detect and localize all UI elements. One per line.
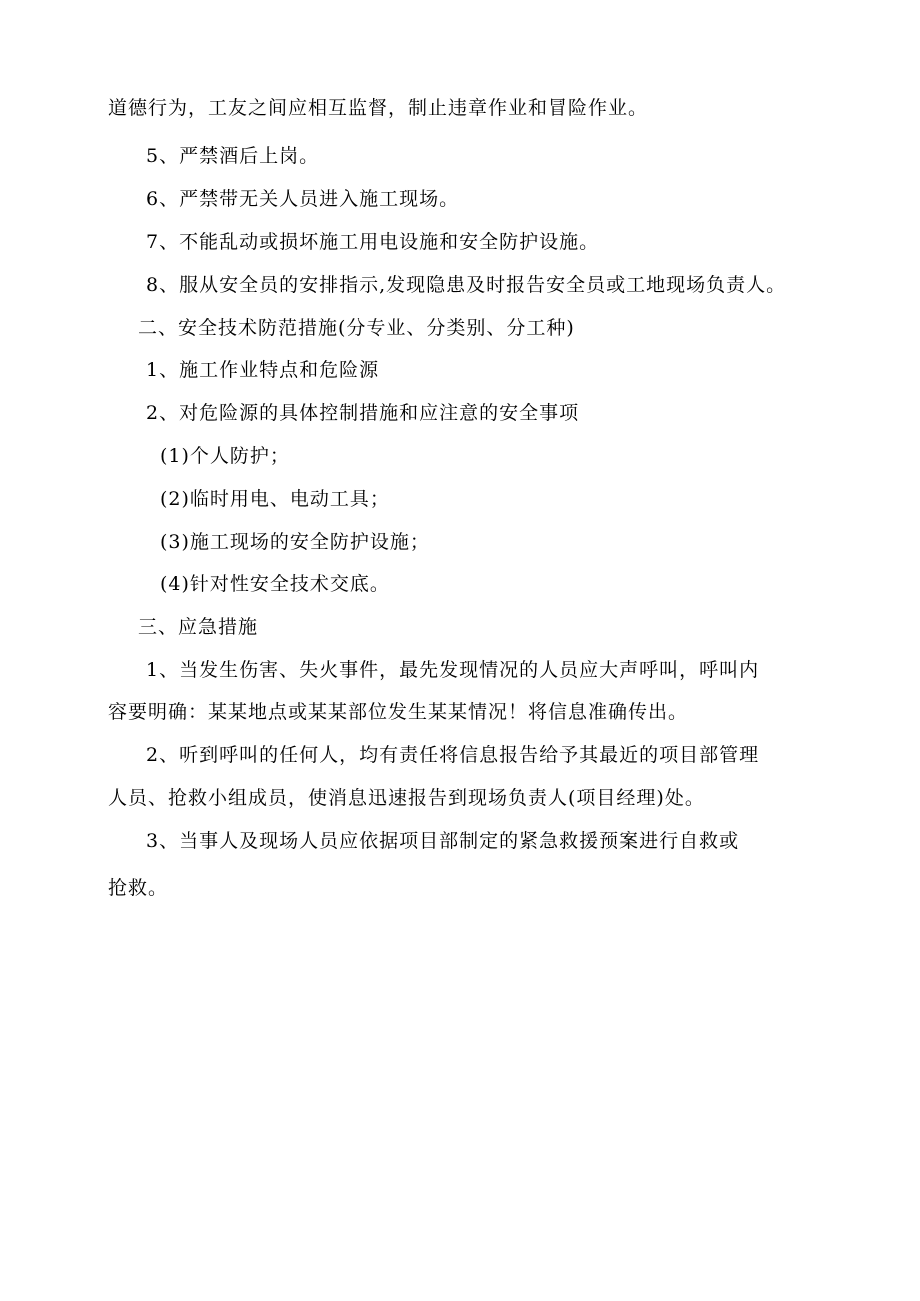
emergency-item-1-cont: 容要明确：某某地点或某某部位发生某某情况！将信息准确传出。	[108, 701, 689, 723]
item-2: 2、对危险源的具体控制措施和应注意的安全事项	[146, 402, 580, 424]
sub-item-2: (2)临时用电、电动工具；	[160, 488, 390, 510]
rule-7: 7、不能乱动或损坏施工用电设施和安全防护设施。	[146, 231, 600, 253]
emergency-item-3-cont: 抢救。	[108, 877, 169, 899]
emergency-item-2-cont: 人员、抢救小组成员，使消息迅速报告到现场负责人(项目经理)处。	[108, 787, 705, 809]
sub-item-4: (4)针对性安全技术交底。	[160, 573, 390, 595]
item-1: 1、施工作业特点和危险源	[146, 359, 380, 381]
paragraph-line: 道德行为，工友之间应相互监督，制止违章作业和冒险作业。	[108, 97, 649, 119]
section-heading-2: 二、安全技术防范措施(分专业、分类别、分工种)	[138, 317, 575, 339]
sub-item-3: (3)施工现场的安全防护设施；	[160, 531, 430, 553]
emergency-item-1: 1、当发生伤害、失火事件，最先发现情况的人员应大声呼叫，呼叫内	[146, 659, 760, 681]
rule-8: 8、服从安全员的安排指示,发现隐患及时报告安全员或工地现场负责人。	[146, 274, 787, 296]
rule-6: 6、严禁带无关人员进入施工现场。	[146, 188, 460, 210]
rule-5: 5、严禁酒后上岗。	[146, 145, 320, 167]
emergency-item-2: 2、听到呼叫的任何人，均有责任将信息报告给予其最近的项目部管理	[146, 744, 760, 766]
emergency-item-3: 3、当事人及现场人员应依据项目部制定的紧急救援预案进行自救或	[146, 830, 740, 852]
sub-item-1: (1)个人防护；	[160, 445, 290, 467]
section-heading-3: 三、应急措施	[138, 616, 259, 638]
